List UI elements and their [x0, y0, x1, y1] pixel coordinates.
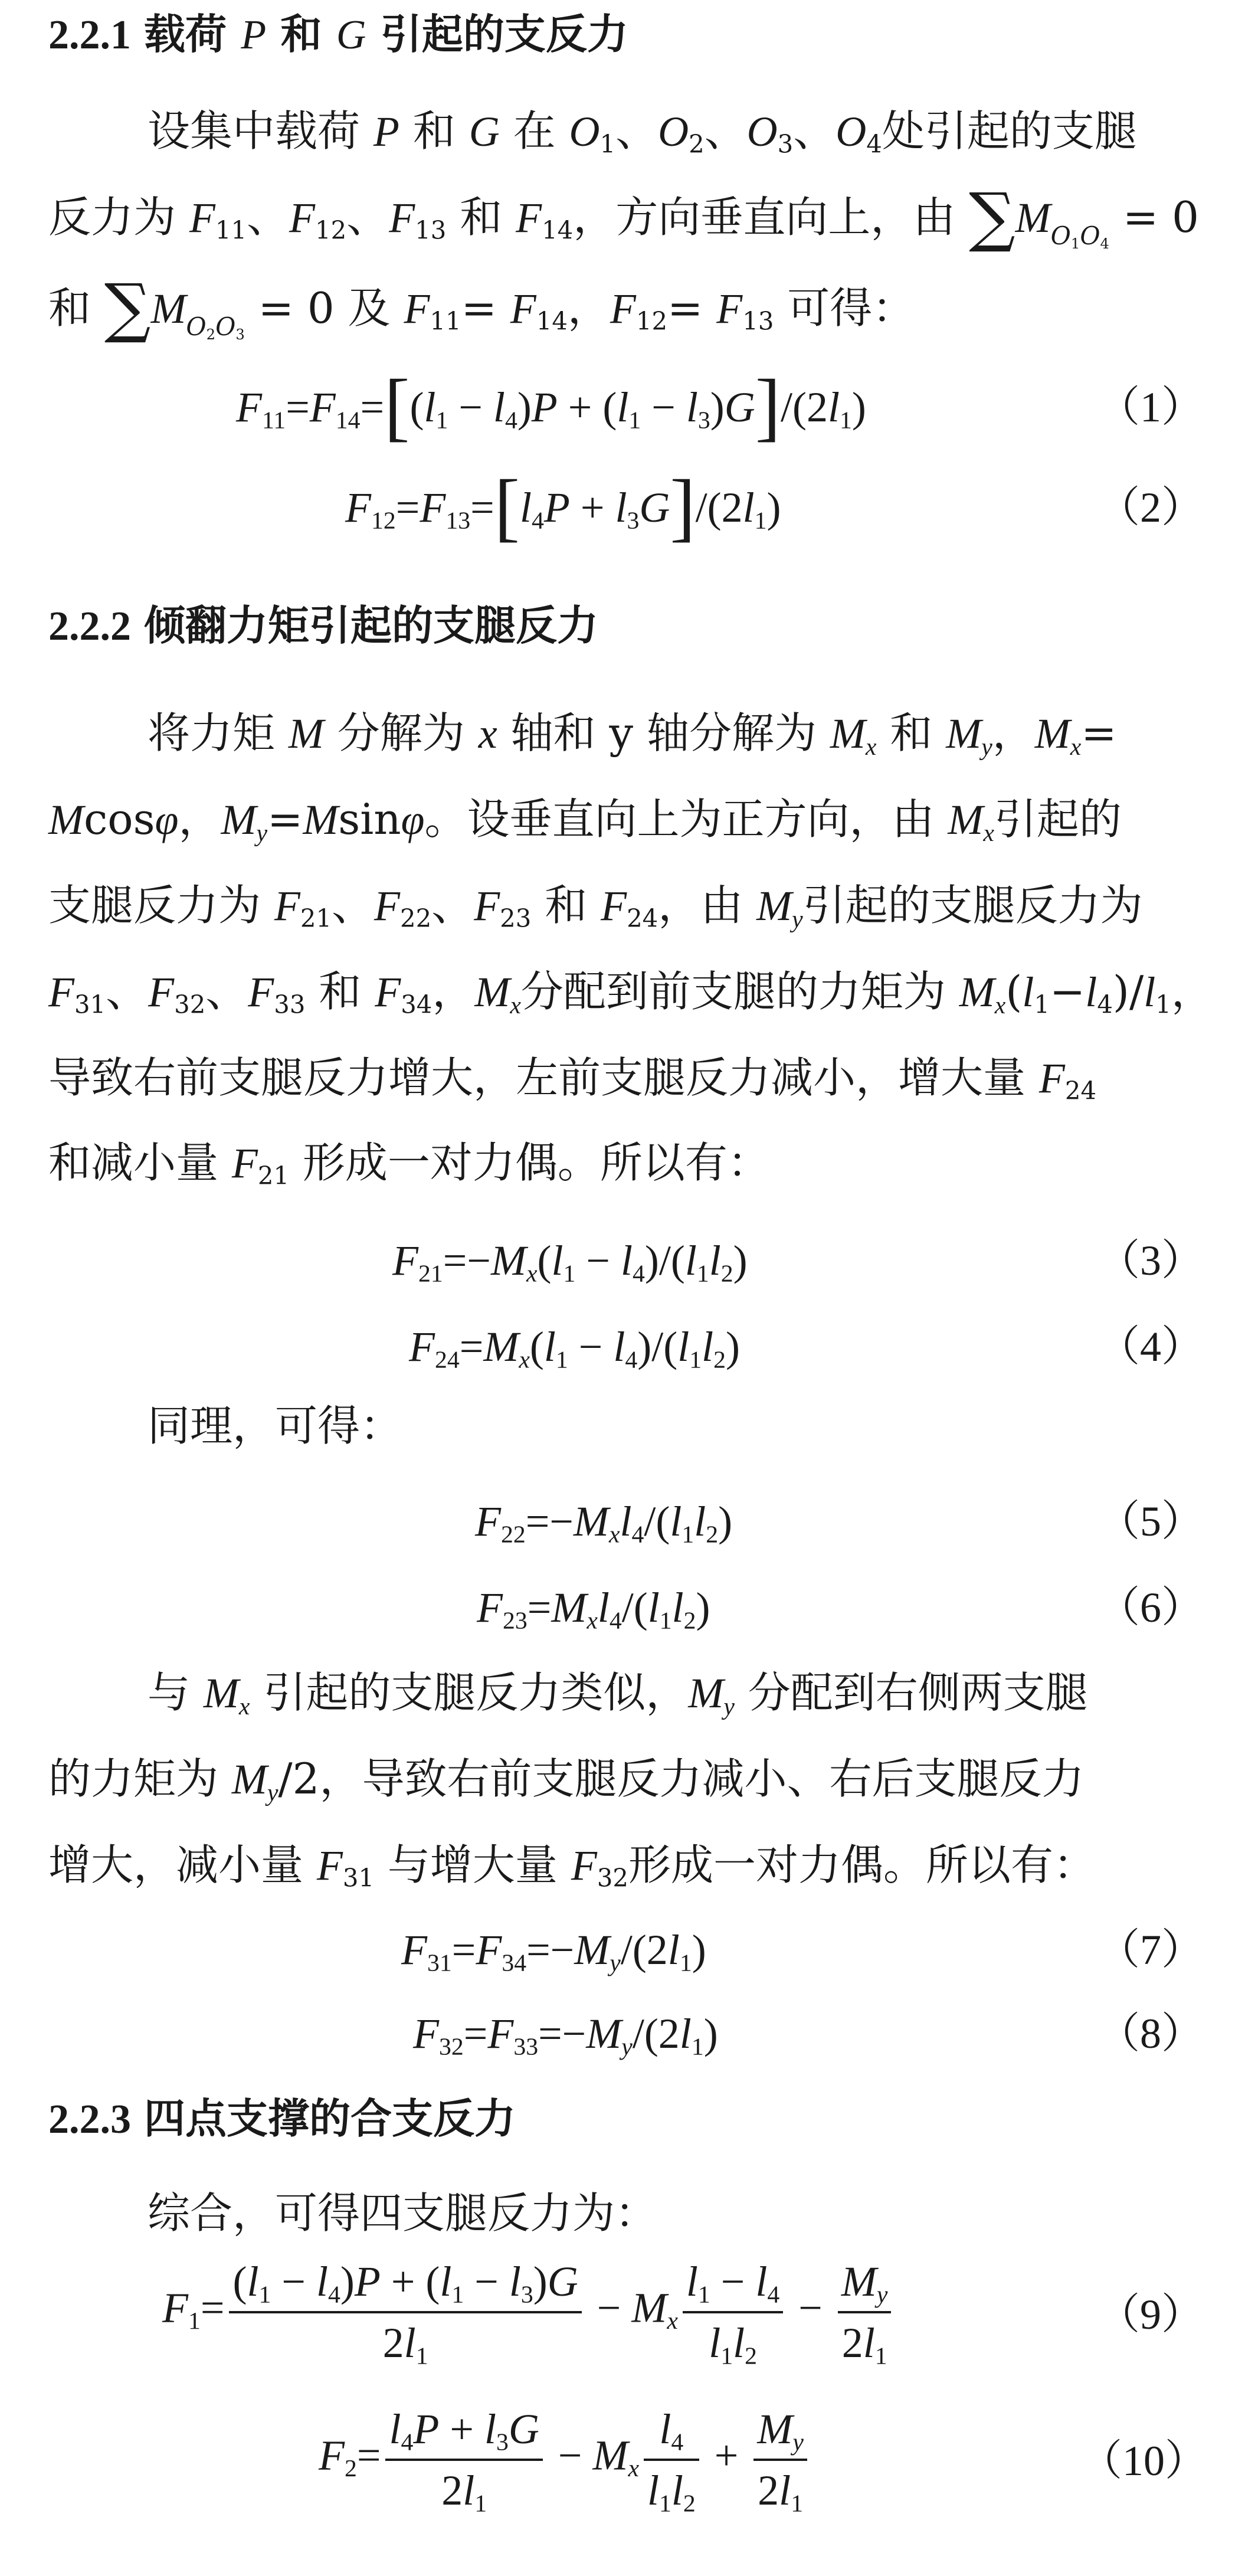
- equation-4: $F_{24}=M_x(l_1 - l_4)/(l_1l_2)$: [409, 1323, 740, 1374]
- paragraph-line: 与 $M_x$ 引起的支腿反力类似，$M_y$ 分配到右侧两支腿: [148, 1668, 1088, 1720]
- equation-9: $F_1=$ $\frac{(l_1 - l_4)P + (l_1 - l_3)G}{2l_1}$ − $M_x$ $\frac{l_1 - l_4}{l_1l_2}$ − $\frac{M_y}{2l_1}$: [162, 2254, 896, 2370]
- paragraph-line: 将力矩 M 分解为 x 轴和 y 轴分解为 $M_x$ 和 $M_y$，$M_x=$: [148, 708, 1117, 761]
- paragraph-line: 增大，减小量 $F_{31}$ 与增大量 $F_{32}$形成一对力偶。所以有：: [48, 1840, 1096, 1893]
- equation-6: $F_{23}=M_xl_4/(l_1l_2)$: [477, 1584, 710, 1635]
- paragraph-line: 和 $\sum M_{O_2O_3} = 0$ 及 $F_{11}= F_{14}$，$F_{12}= F_{13}$ 可得：: [48, 270, 915, 345]
- equation-2: $F_{12}=F_{13}=[l_4P + l_3G]/(2l_1)$: [345, 464, 781, 549]
- paragraph-line: 设集中载荷 P 和 G 在 $O_1$、$O_2$、$O_3$、$O_4$处引起的支腿: [148, 106, 1137, 159]
- equation-number-7: （7）: [1097, 1926, 1204, 1973]
- equation-number-6: （6）: [1097, 1584, 1204, 1631]
- paragraph-line: 综合，可得四支腿反力为：: [148, 2188, 658, 2238]
- paragraph-line: 的力矩为 $M_y/2$，导致右前支腿反力减小、右后支腿反力: [48, 1754, 1085, 1806]
- equation-7: $F_{31}=F_{34}=-M_y/(2l_1)$: [401, 1926, 706, 1977]
- section-heading-2-2-1: 2.2.1 载荷 P 和 G 引起的支反力: [48, 10, 628, 58]
- equation-5: $F_{22}=-M_xl_4/(l_1l_2)$: [475, 1498, 733, 1549]
- paragraph-line: 和减小量 $F_{21}$ 形成一对力偶。所以有：: [48, 1138, 770, 1190]
- equation-number-4: （4）: [1097, 1323, 1204, 1370]
- equation-number-1: （1）: [1097, 384, 1204, 431]
- equation-8: $F_{32}=F_{33}=-M_y/(2l_1)$: [413, 2010, 718, 2061]
- paragraph-line: $F_{31}$、$F_{32}$、$F_{33}$ 和 $F_{34}$，$M_x$分配到前支腿的力矩为 $M_x(l_1-l_4)/l_1$，: [48, 967, 1214, 1019]
- equation-number-2: （2）: [1097, 484, 1204, 531]
- paragraph-line: 同理，可得：: [148, 1401, 403, 1451]
- equation-number-3: （3）: [1097, 1237, 1204, 1284]
- section-heading-2-2-3: 2.2.3 四点支撑的合支反力: [48, 2094, 516, 2143]
- equation-3: $F_{21}=-M_x(l_1 - l_4)/(l_1l_2)$: [392, 1237, 748, 1288]
- paragraph-line: 支腿反力为 $F_{21}$、$F_{22}$、$F_{23}$ 和 $F_{24}$，由 $M_y$引起的支腿反力为: [48, 881, 1143, 933]
- equation-number-5: （5）: [1097, 1498, 1204, 1545]
- equation-10: $F_2=$ $\frac{l_4P + l_3G}{2l_1}$ − $M_x$ $\frac{l_4}{l_1l_2}$ + $\frac{M_y}{2l_1}$: [319, 2402, 812, 2518]
- equation-number-10: （10）: [1080, 2437, 1208, 2485]
- equation-number-9: （9）: [1097, 2291, 1204, 2338]
- section-heading-2-2-2: 2.2.2 倾翻力矩引起的支腿反力: [48, 601, 598, 650]
- equation-1: $F_{11}=F_{14}=[(l_1 - l_4)P + (l_1 - l_3)G]/(2l_1)$: [236, 364, 866, 449]
- equation-number-8: （8）: [1097, 2010, 1204, 2057]
- paragraph-line: 导致右前支腿反力增大，左前支腿反力减小，增大量 $F_{24}$: [48, 1053, 1097, 1105]
- paragraph-line: Mcosφ，$M_y=Msin\varphi$。设垂直向上为正方向，由 $M_x$引起的: [48, 794, 1122, 847]
- paragraph-line: 反力为 $F_{11}$、$F_{12}$、$F_{13}$ 和 $F_{14}$，方向垂直向上，由 $\sum M_{O_1O_4} = 0$: [48, 179, 1199, 254]
